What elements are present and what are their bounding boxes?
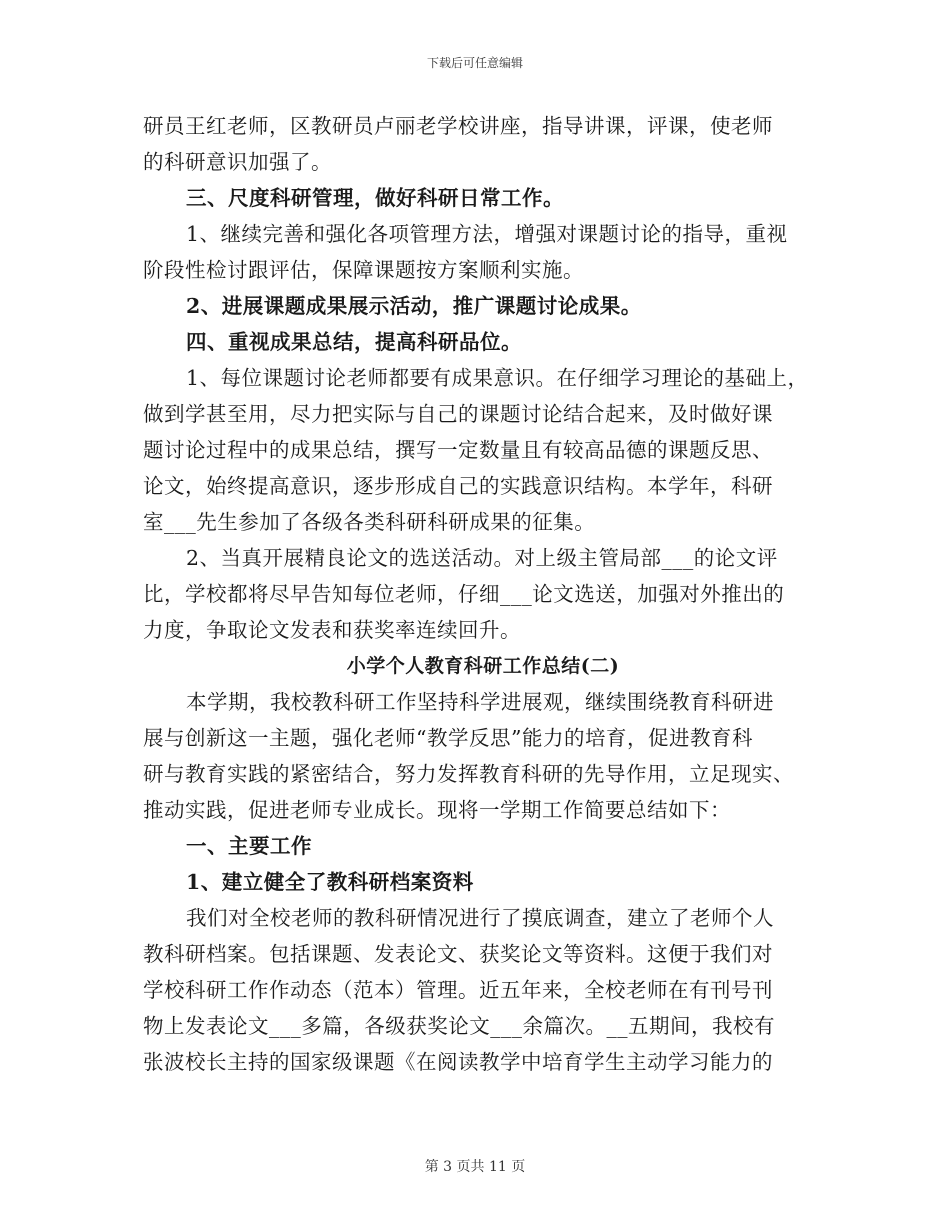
text-line: 做到学甚至用，尽力把实际与自己的课题讨论结合起来，及时做好课 xyxy=(143,402,773,426)
text-line: 室___先生参加了各级各类科研科研成果的征集。 xyxy=(143,510,596,534)
text-line: 1、继续完善和强化各项管理方法，增强对课题讨论的指导，重视 xyxy=(186,222,788,246)
text-line: 张波校长主持的国家级课题《在阅读教学中培育学生主动学习能力的 xyxy=(143,1050,773,1074)
text-line: 展与创新这一主题，强化老师“教学反思”能力的培育，促进教育科 xyxy=(143,726,753,750)
section-title: 小学个人教育科研工作总结(二) xyxy=(346,655,620,677)
text-line: 2、当真开展精良论文的选送活动。对上级主管局部___的论文评 xyxy=(186,546,778,570)
text-line: 物上发表论文___多篇，各级获奖论文___余篇次。__五期间，我校有 xyxy=(143,1014,775,1038)
section-heading: 1、建立健全了教科研档案资料 xyxy=(186,870,474,894)
text-line: 论文，始终提高意识，逐步形成自己的实践意识结构。本学年，科研 xyxy=(143,474,773,498)
text-line: 阶段性检讨跟评估，保障课题按方案顺利实施。 xyxy=(143,258,584,282)
text-line: 本学期，我校教科研工作坚持科学进展观，继续围绕教育科研进 xyxy=(186,690,774,714)
text-line: 题讨论过程中的成果总结，撰写一定数量且有较高品德的课题反思、 xyxy=(143,438,773,462)
section-heading: 三、尺度科研管理，做好科研日常工作。 xyxy=(186,186,564,210)
text-line: 力度，争取论文发表和获奖率连续回升。 xyxy=(143,618,521,642)
section-heading: 一、主要工作 xyxy=(186,834,312,858)
text-line: 比，学校都将尽早告知每位老师，仔细___论文选送，加强对外推出的 xyxy=(143,582,785,606)
text-line: 研与教育实践的紧密结合，努力发挥教育科研的先导作用，立足现实、 xyxy=(143,762,794,786)
section-heading: 2、进展课题成果展示活动，推广课题讨论成果。 xyxy=(186,294,642,318)
section-heading: 四、重视成果总结，提高科研品位。 xyxy=(186,330,522,354)
page-header-note: 下载后可任意编辑 xyxy=(426,56,523,70)
text-line: 1、每位课题讨论老师都要有成果意识。在仔细学习理论的基础上， xyxy=(186,366,809,390)
text-line: 研员王红老师，区教研员卢丽老学校讲座，指导讲课，评课，使老师 xyxy=(143,114,773,138)
text-line: 的科研意识加强了。 xyxy=(143,150,332,174)
text-line: 教科研档案。包括课题、发表论文、获奖论文等资料。这便于我们对 xyxy=(143,942,773,966)
text-line: 推动实践，促进老师专业成长。现将一学期工作简要总结如下： xyxy=(143,798,731,822)
text-line: 我们对全校老师的教科研情况进行了摸底调查，建立了老师个人 xyxy=(186,906,774,930)
page-footer: 第 3 页共 11 页 xyxy=(424,1159,526,1175)
document-body xyxy=(143,108,823,1080)
text-line: 学校科研工作作动态（范本）管理。近五年来，全校老师在有刊号刊 xyxy=(143,978,773,1002)
